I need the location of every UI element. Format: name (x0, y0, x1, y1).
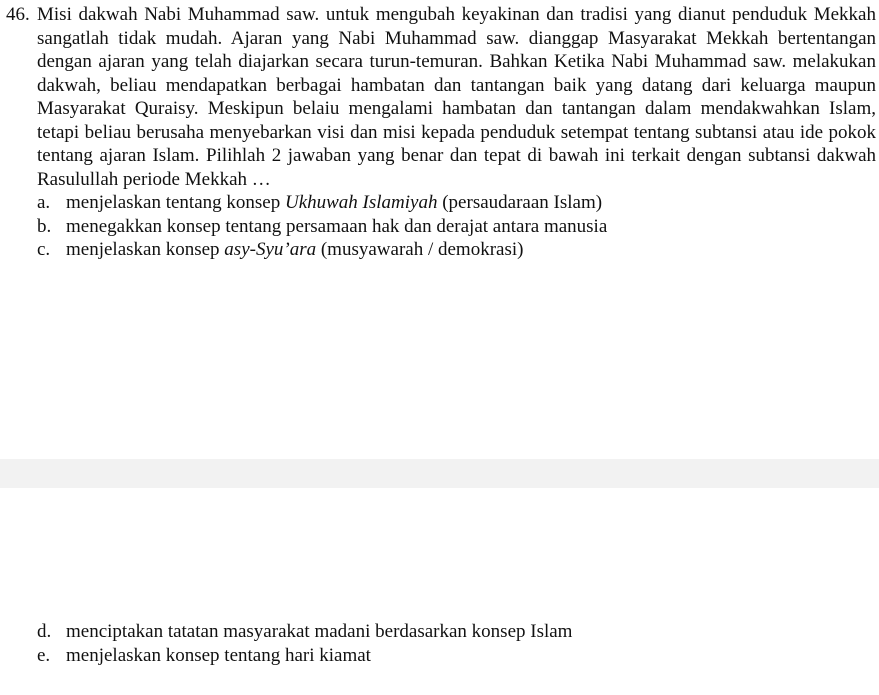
option-d[interactable] (6, 620, 876, 644)
option-text: menjelaskan tentang konsep (66, 192, 285, 213)
option-text: menegakkan konsep tentang persamaan hak dan derajat antara manusia (66, 215, 608, 237)
question-number: 46. (6, 4, 30, 25)
option-letter: d. (37, 621, 52, 642)
option-letter: c. (37, 239, 51, 260)
option-text-tail: (musyawarah / demokrasi) (316, 239, 524, 260)
option-emphasis: asy-Syu’ara (224, 239, 317, 260)
option-text: menjelaskan konsep (66, 239, 225, 260)
option-a[interactable] (6, 191, 876, 215)
option-text-tail: (persaudaraan Islam) (437, 192, 603, 213)
option-letter: a. (37, 192, 51, 213)
option-b[interactable] (6, 215, 876, 239)
question-block (6, 3, 876, 262)
option-text: menjelaskan konsep tentang hari kiamat (66, 644, 371, 666)
answer-options-bottom (6, 620, 876, 667)
option-letter: b. (37, 215, 52, 237)
option-text: menciptakan tatatan masyarakat madani berdasarkan konsep Islam (66, 621, 573, 642)
option-letter: e. (37, 644, 51, 666)
question-text: Misi dakwah Nabi Muhammad saw. untuk mengubah keyakinan dan tradisi yang dianut penduduk Mekkah sangatlah tidak mudah. Ajaran yang Nabi Muhammad saw. dianggap Masyarakat Mekkah bertentangan dengan ajaran yang telah diajarkan secara turun-temuran. Bahkan Ketika Nabi Muhammad saw. melakukan dakwah, beliau mendapatkan berbagai hambatan dan tantangan baik yang datang dari keluarga maupun Masyarakat Quraisy. Meskipun belaiu mengalami hambatan dan tantangan dalam mendakwahkan Islam, tetapi beliau berusaha menyebarkan visi dan misi kepada penduduk setempat tentang subtansi atau ide pokok tentang ajaran Islam. Pilihlah 2 jawaban yang benar dan tepat di bawah ini terkait dengan subtansi dakwah Rasulullah periode Mekkah … (37, 4, 876, 190)
option-e[interactable] (6, 644, 876, 668)
page-break (0, 459, 879, 488)
option-c[interactable] (6, 238, 876, 262)
option-emphasis: Ukhuwah Islamiyah (284, 192, 438, 213)
answer-options-top (6, 191, 876, 262)
